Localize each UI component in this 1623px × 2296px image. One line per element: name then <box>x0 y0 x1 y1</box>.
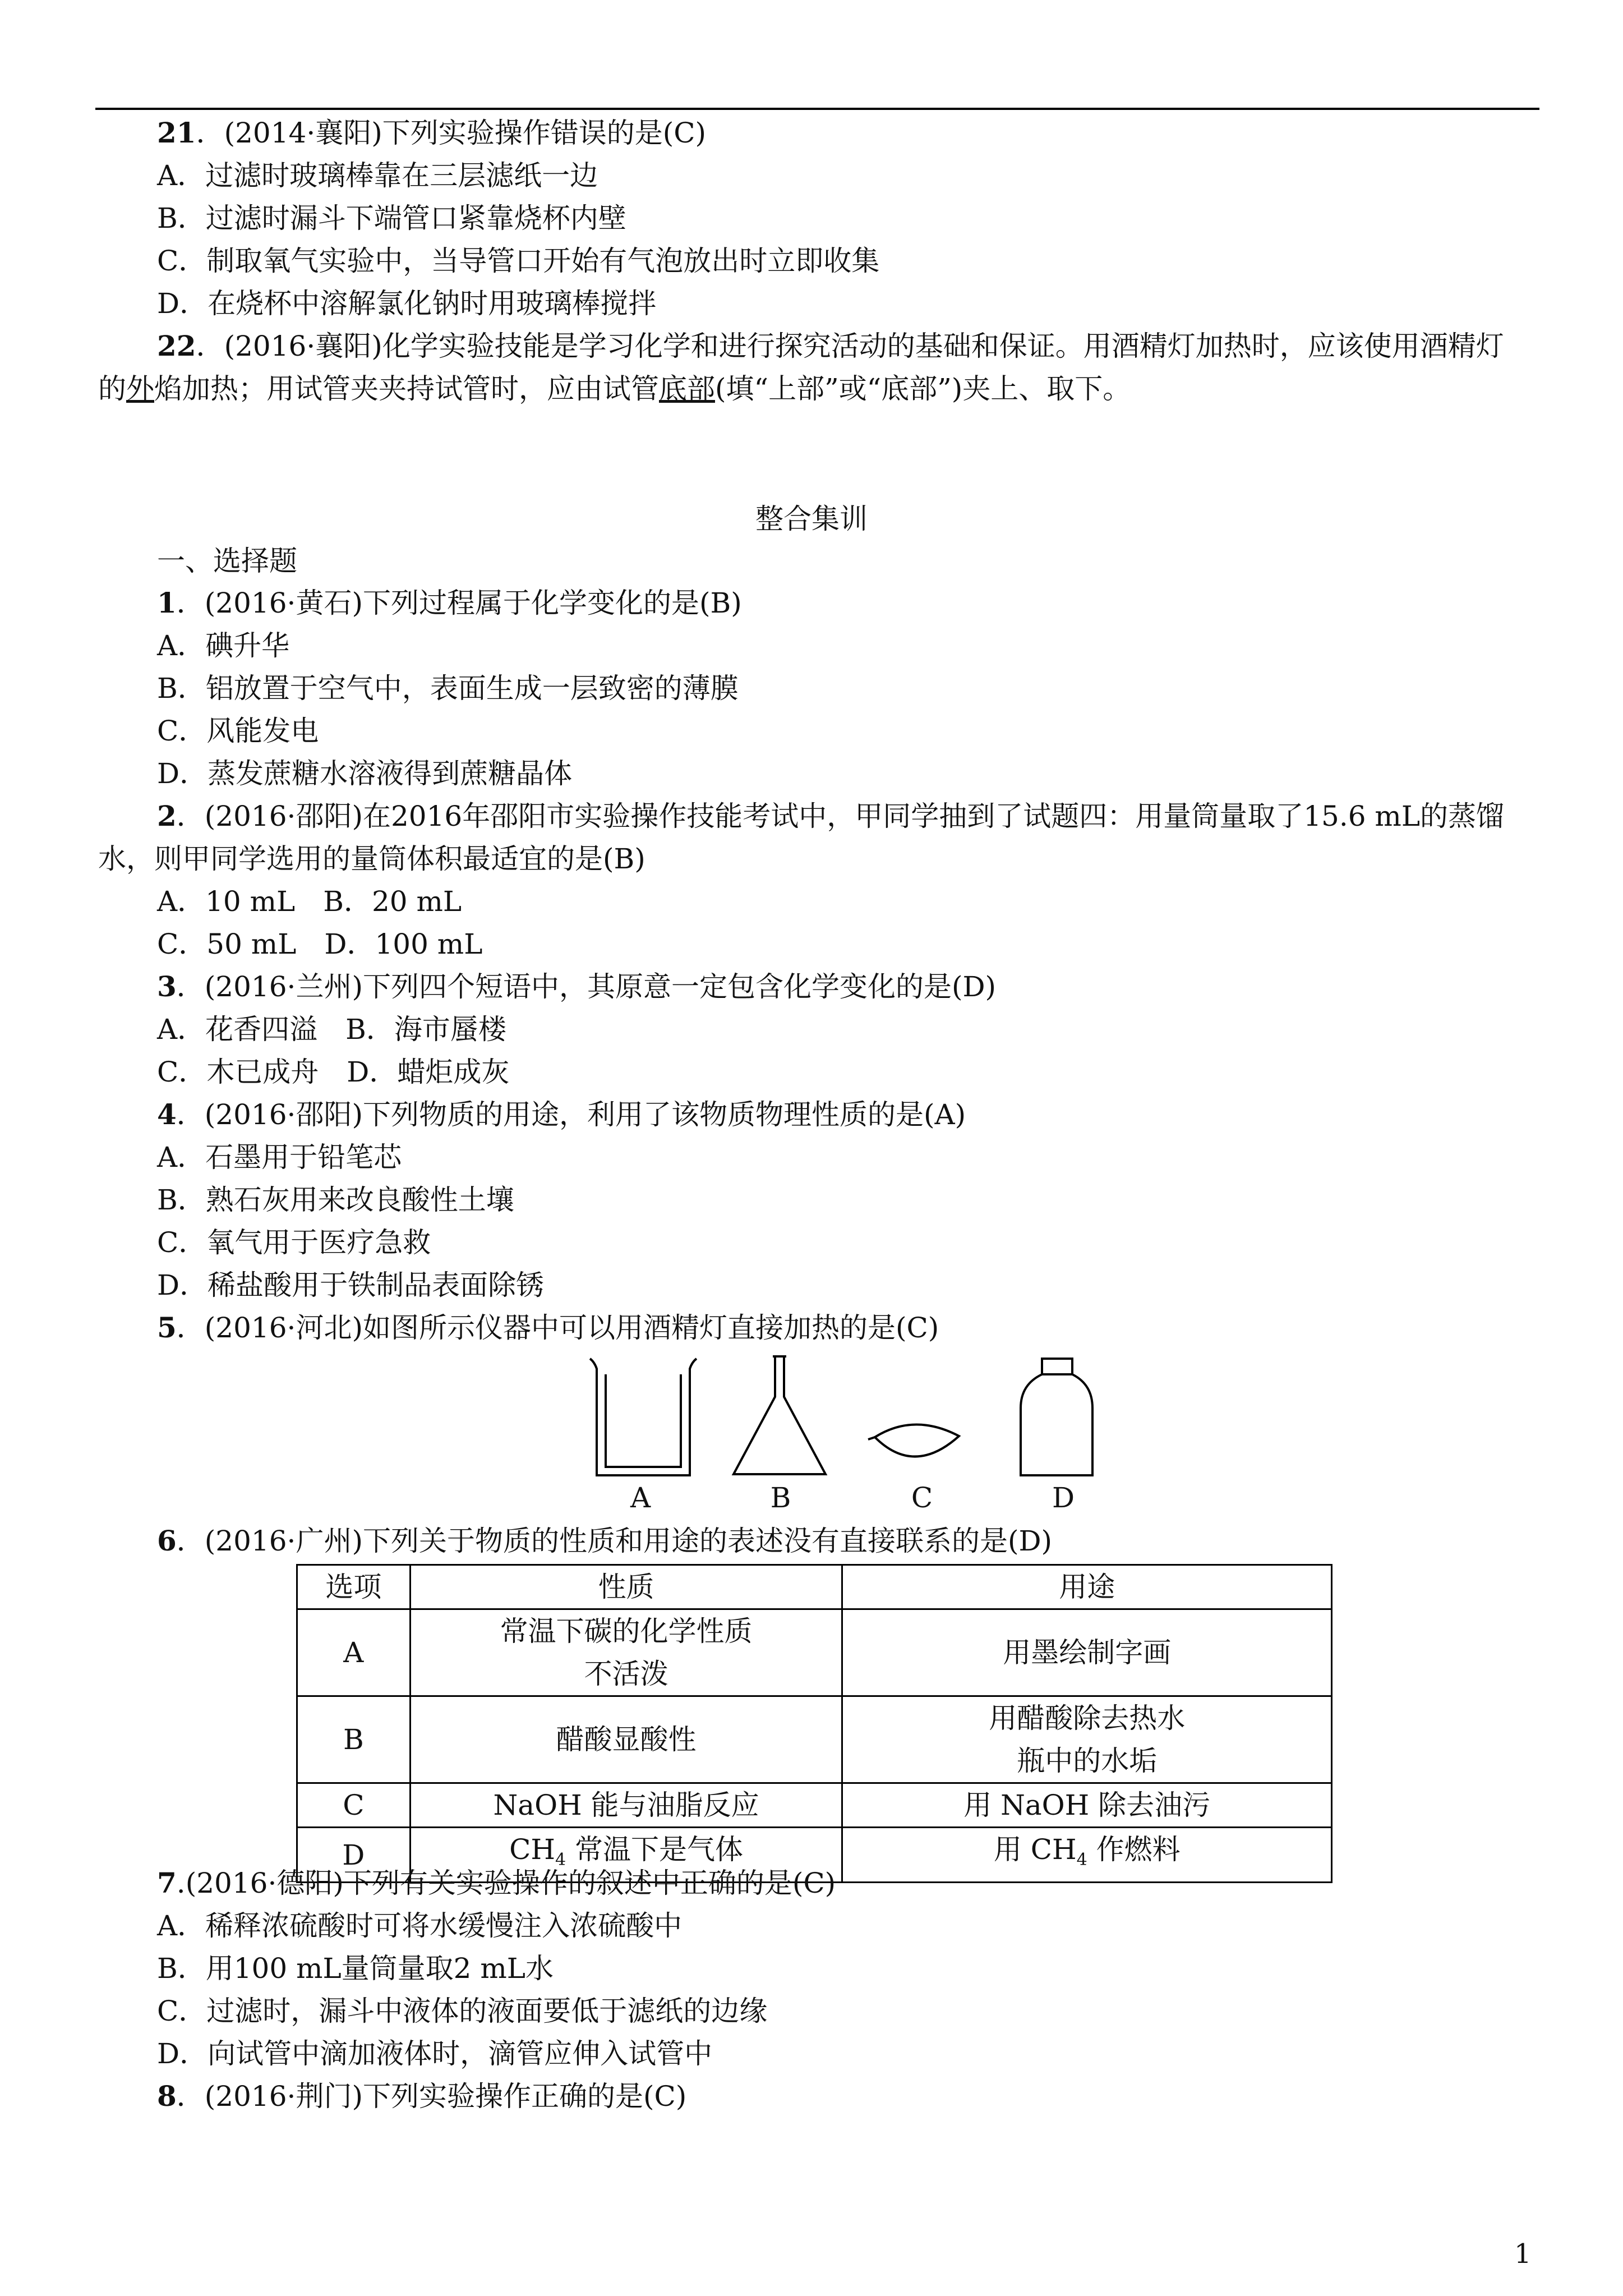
top-rule <box>95 108 1539 110</box>
jar-icon <box>1021 1359 1092 1475</box>
answer-blank-1: 外 <box>126 372 154 405</box>
q7-option-b: B．用100 mL量筒量取2 mL水 <box>157 1952 554 1985</box>
question-4: 4．(2016·邵阳)下列物质的用途，利用了该物质物理性质的是(A) <box>157 1098 966 1131</box>
table-header: 用途 <box>842 1565 1332 1609</box>
question-7: 7.(2016·德阳)下列有关实验操作的叙述中正确的是(C) <box>157 1866 836 1899</box>
q1-option-c: C．风能发电 <box>157 715 319 747</box>
evaporating-dish-icon <box>868 1424 959 1456</box>
q4-option-d: D．稀盐酸用于铁制品表面除锈 <box>157 1269 545 1301</box>
beaker-icon <box>590 1359 697 1475</box>
question-21: 21．(2014·襄阳)下列实验操作错误的是(C) <box>157 116 707 149</box>
figure-label-a: A <box>630 1481 651 1514</box>
question-2-line2: 水，则甲同学选用的量筒体积最适宜的是(B) <box>98 843 645 875</box>
q1-option-d: D．蒸发蔗糖水溶液得到蔗糖晶体 <box>157 757 573 790</box>
figure-label-d: D <box>1052 1481 1075 1514</box>
table-header-row <box>297 1565 1332 1609</box>
q21-option-c: C．制取氧气实验中，当导管口开始有气泡放出时立即收集 <box>157 245 880 277</box>
q4-option-c: C．氧气用于医疗急救 <box>157 1226 431 1259</box>
q4-option-a: A．石墨用于铅笔芯 <box>157 1141 402 1174</box>
table-row: C NaOH 能与油脂反应 用 NaOH 除去油污 <box>297 1783 1332 1828</box>
table-header: 性质 <box>410 1565 842 1609</box>
q7-option-c: C．过滤时，漏斗中液体的液面要低于滤纸的边缘 <box>157 1995 768 2027</box>
question-6: 6．(2016·广州)下列关于物质的性质和用途的表述没有直接联系的是(D) <box>157 1524 1053 1557</box>
question-8: 8．(2016·荆门)下列实验操作正确的是(C) <box>157 2079 687 2113</box>
q1-option-a: A．碘升华 <box>157 629 290 662</box>
part-title: 一、选择题 <box>157 545 297 577</box>
table-row: D $CH_4$ 常温下是气体 用 $CH_4$ 作燃料 <box>297 1828 1332 1883</box>
q7-option-d: D．向试管中滴加液体时，滴管应伸入试管中 <box>157 2037 713 2070</box>
q3-options-cd: C．木已成舟 D．蜡炬成灰 <box>157 1056 510 1088</box>
q4-option-b: B．熟石灰用来改良酸性土壤 <box>157 1184 514 1216</box>
q7-option-a: A．稀释浓硫酸时可将水缓慢注入浓硫酸中 <box>157 1910 683 1942</box>
figure-label-c: C <box>911 1481 933 1514</box>
q2-options-ab: A．10 mL B．20 mL <box>157 885 462 918</box>
table-header: 选项 <box>297 1565 411 1609</box>
q2-options-cd: C．50 mL D．100 mL <box>157 928 483 960</box>
q21-option-a: A．过滤时玻璃棒靠在三层滤纸一边 <box>157 159 598 192</box>
question-2: 2．(2016·邵阳)在2016年邵阳市实验操作技能考试中，甲同学抽到了试题四：用量筒量取了15.6 mL的蒸馏 <box>157 799 1505 832</box>
conical-flask-icon <box>734 1356 826 1474</box>
question-3: 3．(2016·兰州)下列四个短语中，其原意一定包含化学变化的是(D) <box>157 970 997 1003</box>
question-22: 22．(2016·襄阳)化学实验技能是学习化学和进行探究活动的基础和保证。用酒精灯加热时，应该使用酒精灯 <box>157 329 1504 362</box>
question-1: 1．(2016·黄石)下列过程属于化学变化的是(B) <box>157 586 742 619</box>
table-row: B 醋酸显酸性 用醋酸除去热水 瓶中的水垢 <box>297 1696 1332 1783</box>
q1-option-b: B．铝放置于空气中，表面生成一层致密的薄膜 <box>157 672 739 705</box>
apparatus-figure <box>578 1352 1116 1487</box>
figure-label-b: B <box>770 1481 791 1514</box>
question-5: 5．(2016·河北)如图所示仪器中可以用酒精灯直接加热的是(C) <box>157 1311 939 1344</box>
question-22-line2: 的外焰加热；用试管夹夹持试管时，应由试管底部(填“上部”或“底部”)夹上、取下。 <box>98 372 1131 405</box>
property-use-table <box>296 1564 1332 1883</box>
page-number: 1 <box>1514 2238 1532 2270</box>
answer-blank-2: 底部 <box>659 372 715 405</box>
table-row: A 常温下碳的化学性质 不活泼 用墨绘制字画 <box>297 1609 1332 1696</box>
section-title: 整合集训 <box>755 503 868 535</box>
q3-options-ab: A．花香四溢 B．海市蜃楼 <box>157 1013 506 1046</box>
q21-option-b: B．过滤时漏斗下端管口紧靠烧杯内壁 <box>157 202 626 234</box>
q21-option-d: D．在烧杯中溶解氯化钠时用玻璃棒搅拌 <box>157 287 657 320</box>
